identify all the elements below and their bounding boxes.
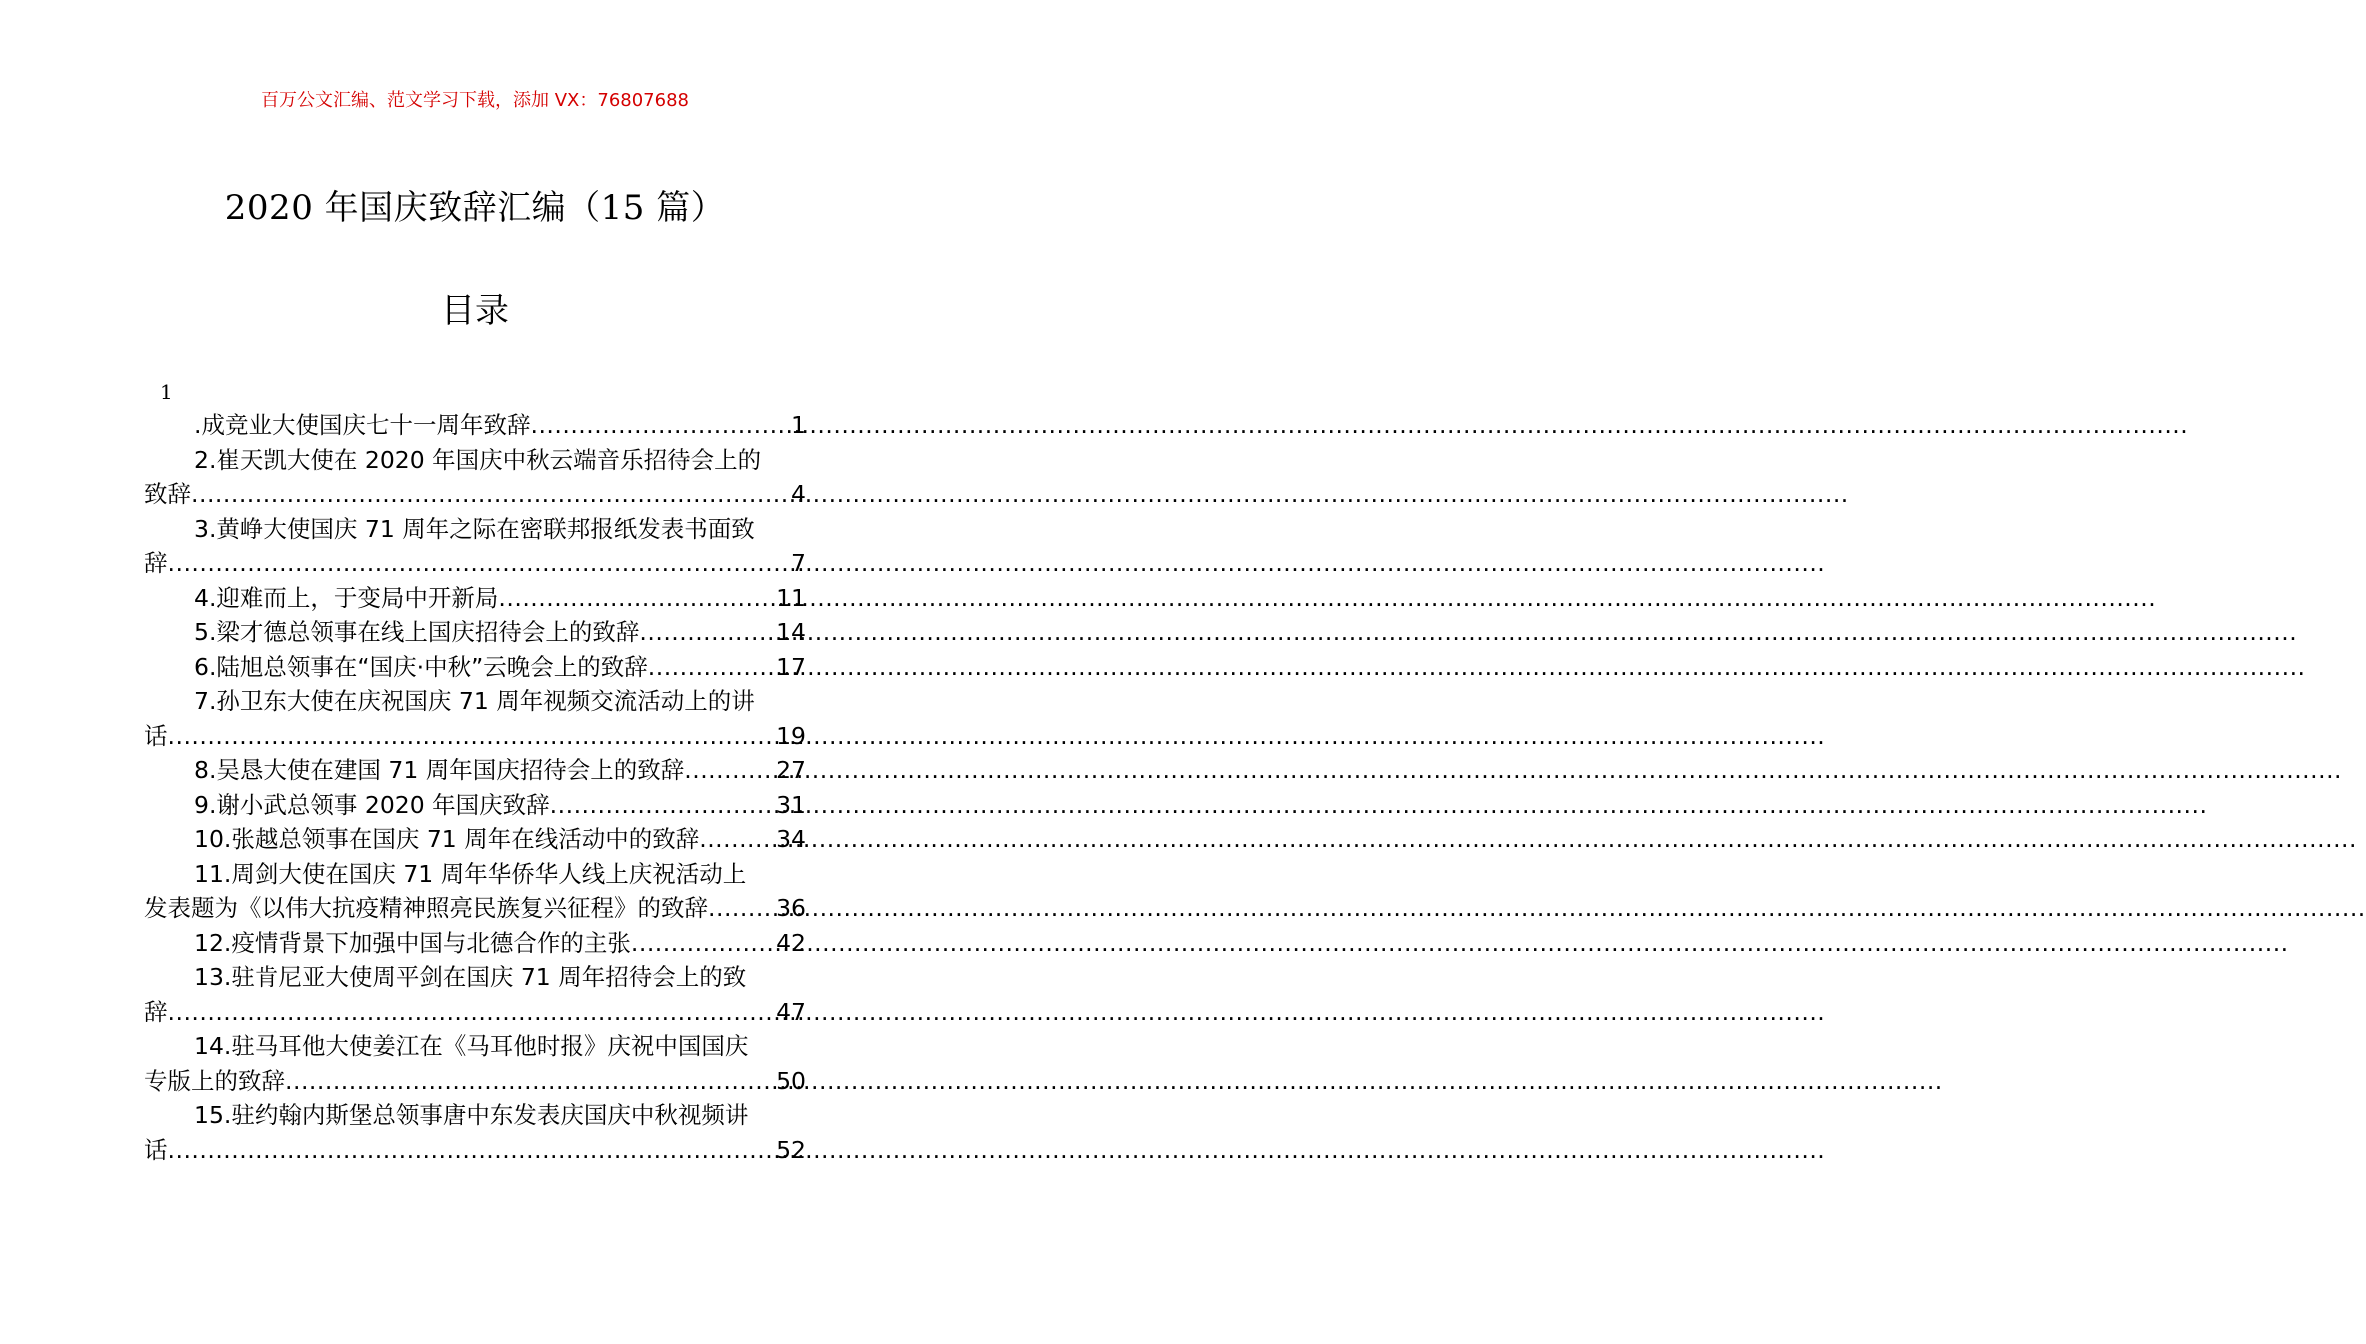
toc-page-number: 42 [776, 928, 806, 957]
toc-page-number: 27 [776, 756, 806, 784]
toc-dot-leader [498, 581, 776, 616]
toc-entry-title: 14.驻马耳他大使姜江在《马耳他时报》庆祝中国国庆 [194, 1032, 749, 1060]
toc-entry[interactable] [144, 926, 806, 961]
toc-dot-leader [168, 719, 777, 754]
toc-entry-title: 13.驻肯尼亚大使周平剑在国庆 71 周年招待会上的致 [194, 963, 747, 991]
toc-page-number: 34 [776, 825, 806, 853]
toc-dot-leader [191, 477, 791, 512]
toc-entry[interactable] [144, 408, 806, 443]
toc-entry-title: 2.崔天凯大使在 2020 年国庆中秋云端音乐招待会上的 [194, 445, 762, 474]
toc-entry-title: 7.孙卫东大使在庆祝国庆 71 周年视频交流活动上的讲 [194, 687, 755, 715]
toc-dot-leader [684, 753, 776, 788]
toc-dot-leader [631, 926, 776, 961]
toc-entry-title: 3.黄峥大使国庆 71 周年之际在密联邦报纸发表书面致 [194, 514, 755, 543]
toc-entry-title: 致辞 [144, 480, 191, 508]
toc-entry[interactable] [144, 857, 806, 926]
toc-dot-leader [699, 822, 776, 857]
toc-entry-title: 15.驻约翰内斯堡总领事唐中东发表庆国庆中秋视频讲 [194, 1101, 749, 1129]
toc-entry-title: 11.周剑大使在国庆 71 周年华侨华人线上庆祝活动上 [194, 859, 747, 888]
toc-entry[interactable] [144, 443, 806, 512]
toc-entry[interactable] [144, 753, 806, 788]
toc-entry-title: 6.陆旭总领事在“国庆·中秋”云晚会上的致辞 [194, 652, 648, 681]
toc-entry[interactable] [144, 788, 806, 823]
toc-page-number: 4 [791, 480, 806, 508]
toc-entry[interactable] [144, 1029, 806, 1098]
toc-page-number: 14 [776, 618, 806, 646]
toc-entry-title: 12.疫情背景下加强中国与北德合作的主张 [194, 928, 631, 957]
table-of-contents [144, 408, 806, 1167]
toc-entry-title: 发表题为《以伟大抗疫精神照亮民族复兴征程》的致辞 [144, 894, 708, 922]
toc-entry[interactable] [144, 684, 806, 753]
toc-page-number: 50 [776, 1066, 806, 1095]
header-note: 百万公文汇编、范文学习下载，添加 VX：76807688 [261, 90, 689, 111]
toc-page-number: 36 [776, 894, 806, 922]
toc-page-number: 17 [776, 652, 806, 681]
toc-entry-title: 4.迎难而上，于变局中开新局 [194, 583, 499, 612]
document-title: 2020 年国庆致辞汇编（15 篇） [224, 188, 726, 228]
toc-dot-leader [550, 788, 776, 823]
toc-entry[interactable] [144, 650, 806, 685]
toc-entry[interactable] [144, 822, 806, 857]
toc-page-number: 31 [776, 790, 806, 819]
toc-entry-title: .成竞业大使国庆七十一周年致辞 [194, 411, 531, 439]
toc-dot-leader [639, 615, 776, 650]
toc-entry-title: 专版上的致辞 [144, 1066, 285, 1095]
toc-entry-title: 话 [144, 1135, 168, 1164]
toc-page-number: 19 [776, 721, 806, 750]
toc-heading: 目录 [441, 291, 509, 331]
toc-entry-title: 10.张越总领事在国庆 71 周年在线活动中的致辞 [194, 825, 700, 853]
toc-dot-leader [648, 650, 776, 685]
toc-dot-leader [168, 546, 792, 581]
toc-entry-title: 9.谢小武总领事 2020 年国庆致辞 [194, 790, 550, 819]
toc-entry[interactable] [144, 615, 806, 650]
toc-entry[interactable] [144, 1098, 806, 1167]
toc-page-number: 7 [791, 549, 806, 577]
toc-page-number: 47 [776, 997, 806, 1026]
toc-entry[interactable] [144, 960, 806, 1029]
toc-page-number: 11 [776, 583, 806, 612]
toc-entry-title: 5.梁才德总领事在线上国庆招待会上的致辞 [194, 618, 640, 646]
toc-entry-title: 辞 [144, 997, 168, 1026]
toc-entry[interactable] [144, 512, 806, 581]
toc-dot-leader [530, 408, 791, 443]
toc-entry[interactable] [144, 581, 806, 616]
toc-dot-leader [168, 1133, 777, 1168]
toc-entry-title: 辞 [144, 549, 168, 577]
toc-dot-leader [285, 1064, 776, 1099]
toc-entry-title: 话 [144, 721, 168, 750]
toc-dot-leader [708, 891, 776, 926]
toc-page-number: 52 [776, 1135, 806, 1164]
page-marker: 1 [160, 380, 173, 404]
toc-page-number: 1 [791, 411, 806, 439]
toc-entry-title: 8.吴恳大使在建国 71 周年国庆招待会上的致辞 [194, 756, 685, 784]
toc-dot-leader [168, 995, 777, 1030]
